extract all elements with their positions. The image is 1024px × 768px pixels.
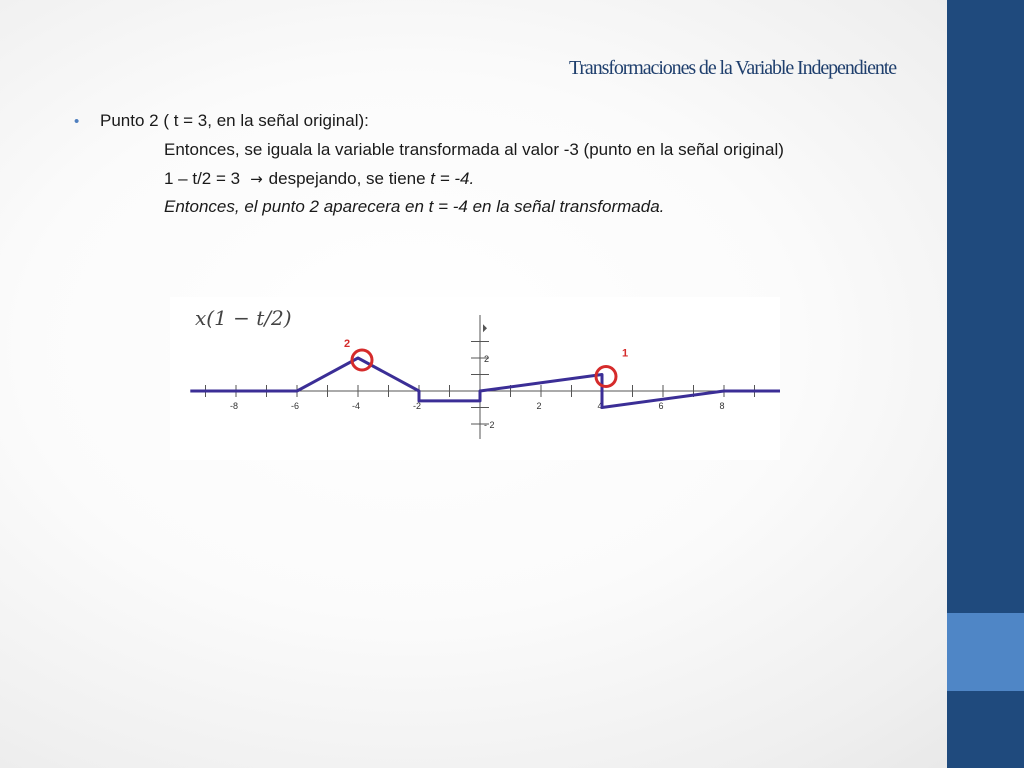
signal-chart: [170, 297, 780, 460]
highlight-circle: [596, 367, 616, 387]
result-value-text: t = -4.: [430, 169, 475, 188]
y-axis-arrow-icon: [483, 324, 487, 332]
explanation-line-1: Entonces, se iguala la variable transformada al valor -3 (punto en la señal original): [164, 140, 784, 159]
x-tick-label: 2: [536, 401, 542, 411]
explanation-line-3: Entonces, el punto 2 aparecera en t = -4 en la señal transformada.: [164, 197, 665, 216]
bullet-text: Punto 2 ( t = 3, en la señal original):: [100, 111, 369, 130]
y-tick-label: - 2: [484, 420, 495, 430]
x-tick-label: -6: [290, 401, 300, 411]
explanation-line-2: [164, 169, 474, 189]
equation-text: 1 – t/2 = 3: [164, 169, 241, 188]
bullet-dot-icon: •: [74, 113, 80, 130]
right-arrow-icon: →: [250, 170, 263, 188]
x-tick-label: -2: [412, 401, 422, 411]
x-tick-label: -4: [351, 401, 361, 411]
result-prefix-text: despejando, se tiene: [268, 169, 431, 188]
side-accent-block: [947, 613, 1024, 691]
y-tick-label: 2: [484, 354, 490, 364]
x-tick-label: 6: [658, 401, 664, 411]
point-label: 1: [622, 347, 629, 360]
chart-title: x(1 − t/2): [195, 306, 292, 330]
signal-figure: [170, 297, 780, 460]
slide-title: Transformaciones de la Variable Independiente: [568, 57, 896, 79]
bullet-item: [74, 111, 369, 131]
signal-line: [190, 358, 780, 408]
point-label: 2: [344, 338, 351, 350]
x-tick-label: 4: [597, 401, 603, 411]
x-tick-label: 8: [719, 401, 725, 411]
x-tick-label: -8: [229, 401, 239, 411]
